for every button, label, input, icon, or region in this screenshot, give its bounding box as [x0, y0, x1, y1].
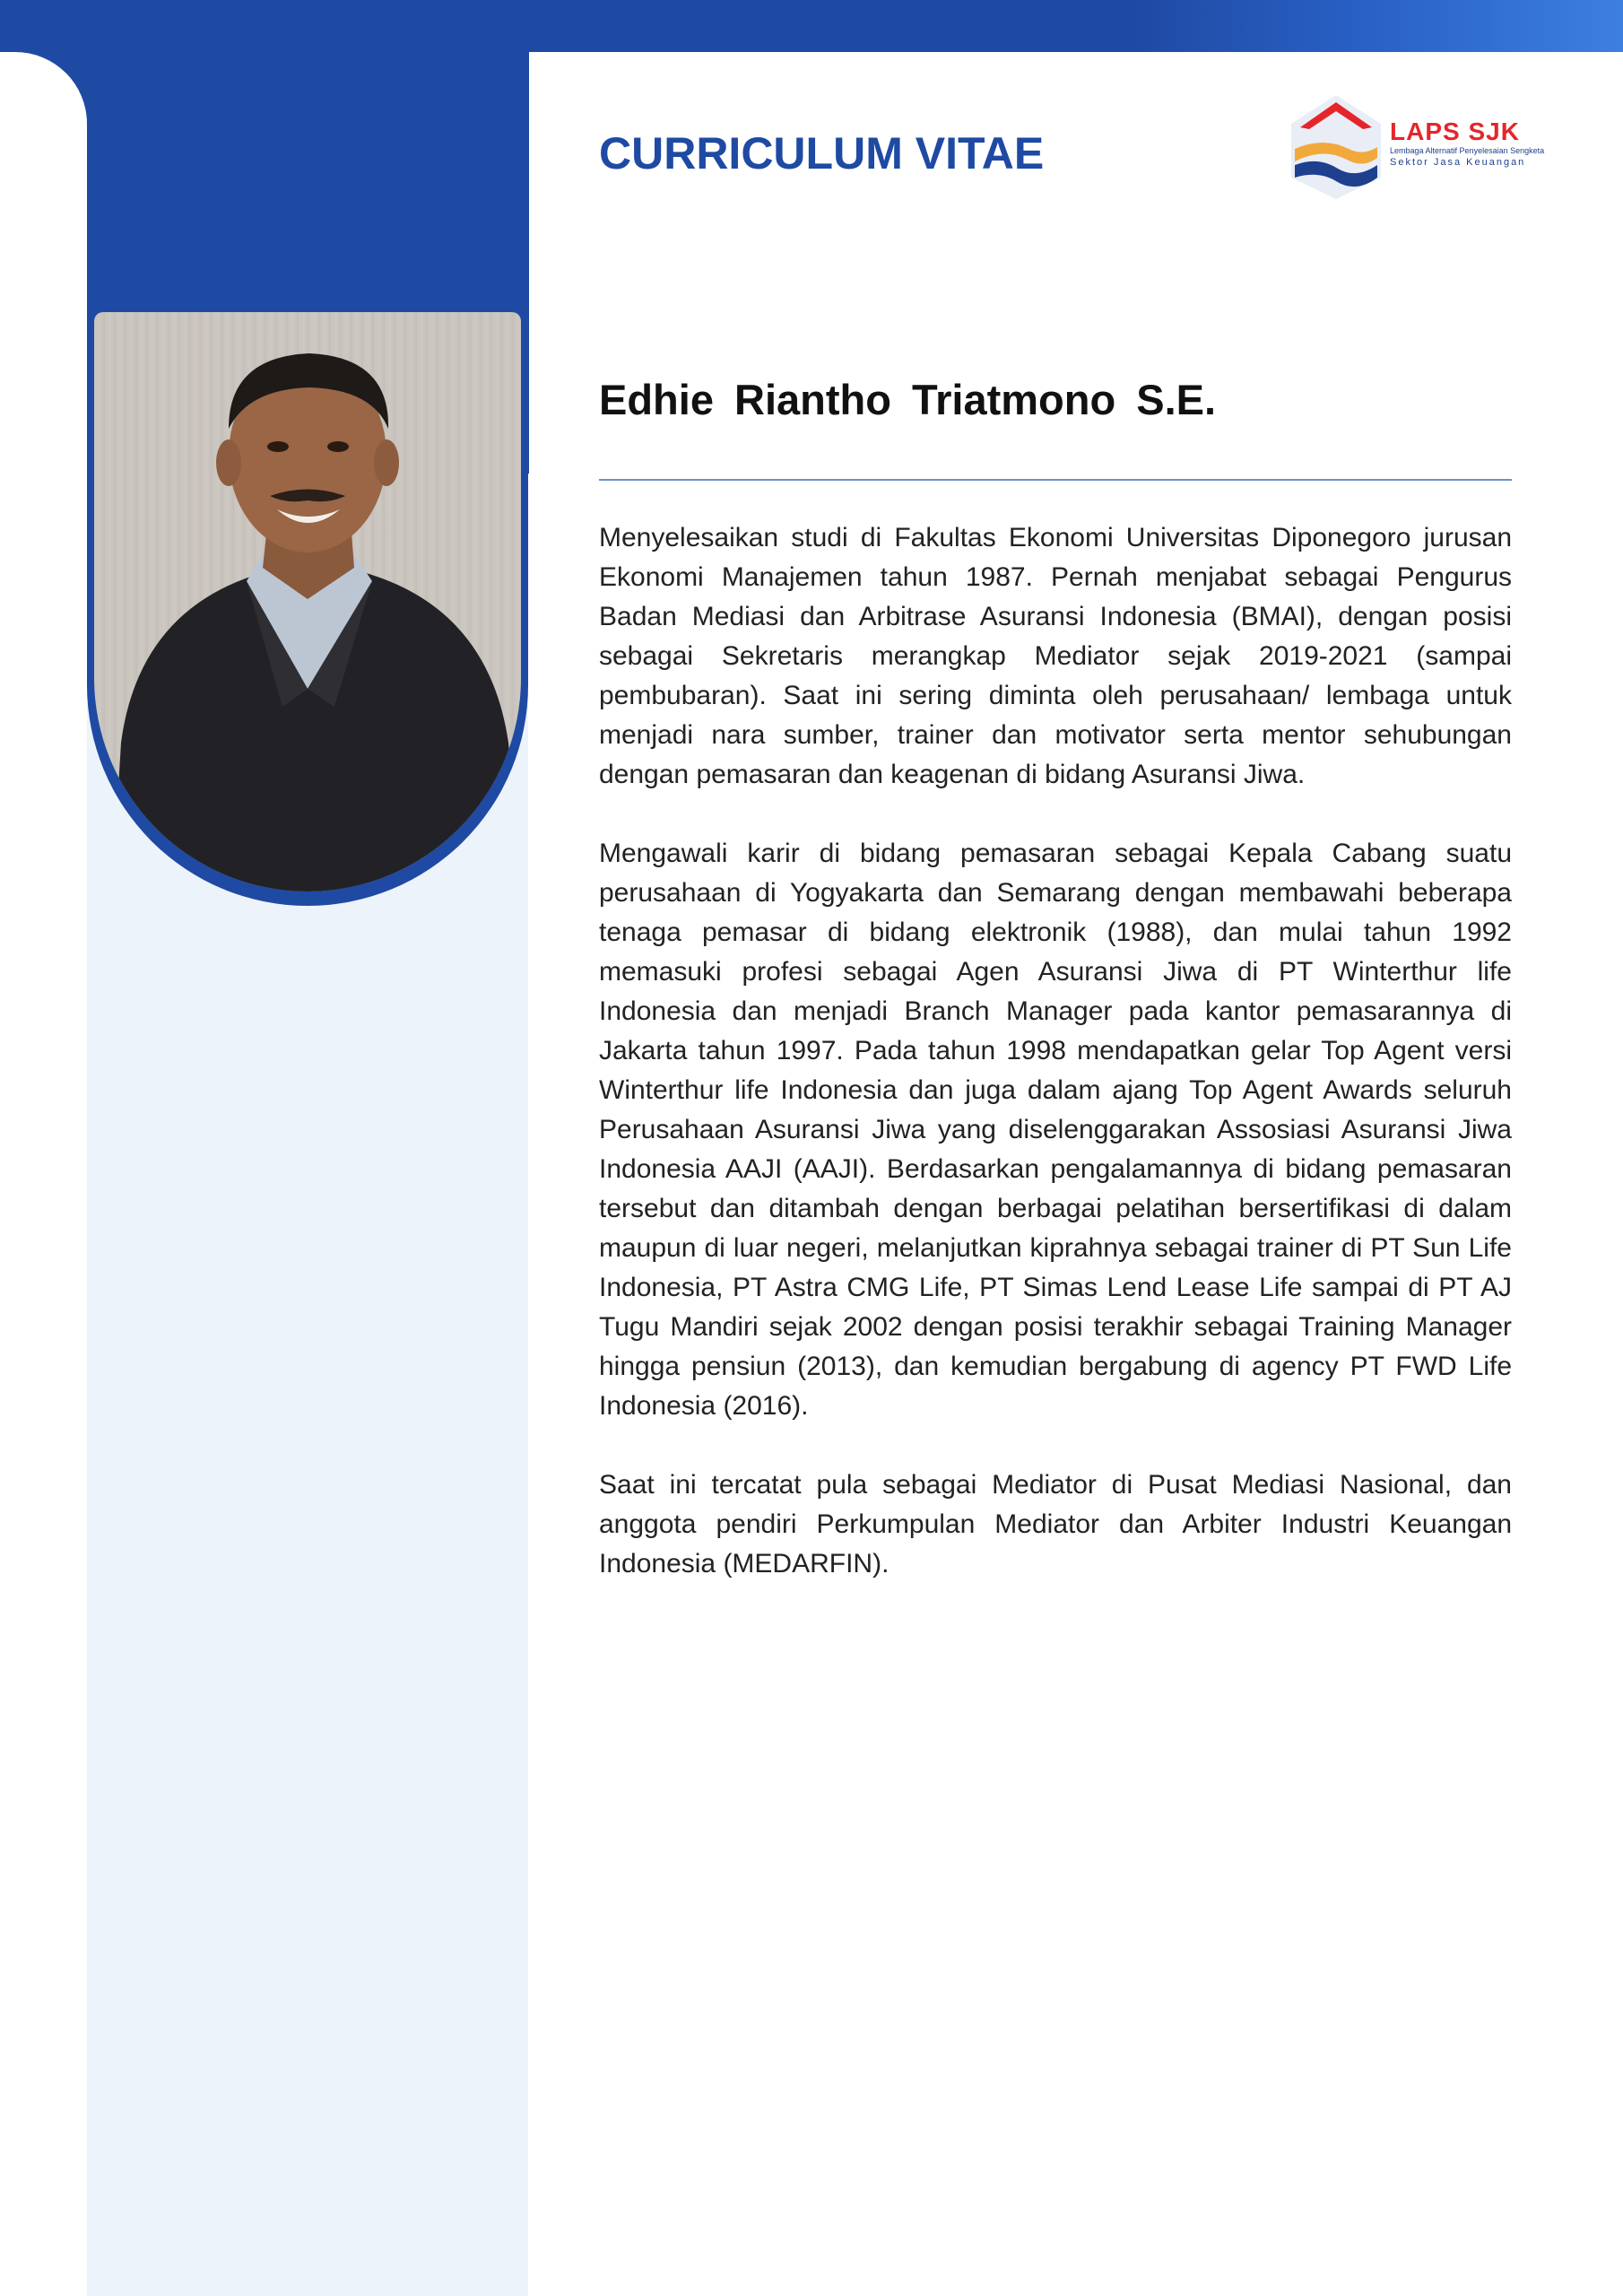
page-title: CURRICULUM VITAE: [599, 128, 1045, 178]
header-band: [0, 0, 1623, 52]
portrait-illustration: [94, 312, 521, 891]
bio-paragraph-current: Saat ini tercatat pula sebagai Mediator di Pusat Mediasi Nasional, dan anggota pendiri Perkumpulan Mediator dan Arbiter Industri Keuangan Indonesia (MEDARFIN).: [599, 1470, 1512, 1578]
logo-tagline: Lembaga Alternatif Penyelesaian Sengketa: [1390, 146, 1545, 155]
logo-text-block: [1390, 118, 1544, 169]
logo-subtitle: Sektor Jasa Keuangan: [1390, 157, 1526, 168]
logo-brand: LAPS SJK: [1390, 117, 1520, 145]
person-name: Edhie Riantho Triatmono S.E.: [599, 376, 1217, 423]
portrait-photo: [94, 312, 521, 891]
biography: [599, 518, 1512, 1623]
handshake-roof-icon: [1288, 93, 1384, 199]
laps-sjk-logo: [1288, 93, 1548, 199]
name-divider: [599, 479, 1512, 481]
photo-frame: [87, 305, 528, 906]
left-margin-panel: [0, 52, 87, 2296]
bio-paragraph-career: Mengawali karir di bidang pemasaran sebagai Kepala Cabang suatu perusahaan di Yogyakarta dan Semarang dengan membawahi beberapa tenaga pemasar di bidang elektronik (1988), dan mulai tahun 1992 memasuki profesi sebagai Agen Asuransi Jiwa di PT Winterthur life Indonesia dan menjadi Branch Manager pada kantor pemasarannya di Jakarta tahun 1997. Pada tahun 1998 mendapatkan gelar Top Agent versi Winterthur life Indonesia dan juga dalam ajang Top Agent Awards seluruh Perusahaan Asuransi Jiwa yang diselenggarakan Assosiasi Asuransi Jiwa Indonesia AAJI (AAJI). Berdasarkan pengalamannya di bidang pemasaran tersebut dan ditambah dengan berbagai pelatihan bersertifikasi di dalam maupun di luar negeri, melanjutkan kiprahnya sebagai trainer di PT Sun Life Indonesia, PT Astra CMG Life, PT Simas Lend Lease Life sampai di PT AJ Tugu Mandiri sejak 2002 dengan posisi terakhir sebagai Training Manager hingga pensiun (2013), dan kemudian bergabung di agency PT FWD Life Indonesia (2016).: [599, 839, 1512, 1421]
bio-paragraph-education: Menyelesaikan studi di Fakultas Ekonomi Universitas Diponegoro jurusan Ekonomi Manajemen tahun 1987. Pernah menjabat sebagai Pengurus Badan Mediasi dan Arbitrase Asuransi Indonesia (BMAI), dengan posisi sebagai Sekretaris merangkap Mediator sejak 2019-2021 (sampai pembubaran). Saat ini sering diminta oleh perusahaan/ lembaga untuk menjadi nara sumber, trainer dan motivator serta mentor sehubungan dengan pemasaran dan keagenan di bidang Asuransi Jiwa.: [599, 523, 1512, 789]
